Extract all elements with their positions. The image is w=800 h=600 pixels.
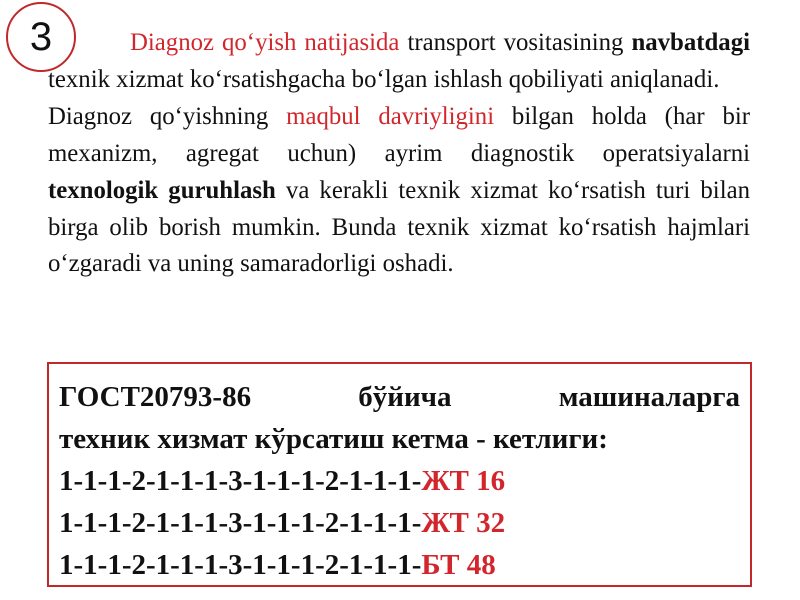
gost-sequence-row — [59, 544, 740, 586]
bold-next-word: navbatdagi — [631, 29, 750, 56]
gost-title-word2: бўйича — [358, 381, 452, 413]
gost-sequence-row — [59, 502, 740, 544]
slide-number: 3 — [29, 14, 53, 59]
highlight-optimal-periodicity: maqbul davriyligini — [286, 102, 495, 130]
gost-title-word3: машиналарга — [558, 381, 740, 413]
paragraph-diagnosis-periodicity — [48, 99, 750, 284]
paragraph2-text-c: va kerakli texnik xizmat ko‘rsatish turi bilan birga olib borish mumkin. Bunda texnik xizmat ko‘rsatish hajmlari o‘zgaradi va uning samaradorligi oshadi. — [48, 176, 750, 278]
paragraph1-text-a: transport vositasining — [399, 29, 632, 56]
sequence-numbers: 1-1-1-2-1-1-1-3-1-1-1-2-1-1-1- — [59, 549, 422, 581]
maintenance-type: ЖТ 32 — [421, 507, 506, 539]
highlight-diagnosis-result: Diagnoz qo‘yish natijasida — [130, 29, 400, 56]
paragraph2-text-a: Diagnoz qo‘yishning — [48, 102, 287, 130]
bold-technological-grouping: texnologik guruhlash — [48, 176, 276, 204]
gost-standard-code: ГОСТ20793-86 — [59, 381, 252, 413]
gost-sequence-row — [59, 460, 740, 502]
gost-title-line2: техник хизмат кўрсатиш кетма - кетлиги: — [59, 423, 608, 455]
sequence-numbers: 1-1-1-2-1-1-1-3-1-1-1-2-1-1-1- — [59, 465, 422, 497]
paragraph1-text-b: texnik xizmat ko‘rsatishgacha bo‘lgan ishlash qobiliyati aniqlanadi. — [48, 65, 720, 93]
paragraph2-text-b: bilgan holda (har bir mexanizm, agregat uchun) ayrim diagnostik operatsiyalarni — [48, 102, 750, 167]
maintenance-type: БТ 48 — [421, 549, 496, 581]
maintenance-type: ЖТ 16 — [421, 465, 506, 497]
body-text — [48, 25, 750, 283]
gost-title-line1 — [59, 376, 740, 418]
gost-sequence-box — [47, 362, 752, 587]
paragraph-diagnosis-result — [48, 25, 750, 99]
sequence-numbers: 1-1-1-2-1-1-1-3-1-1-1-2-1-1-1- — [59, 507, 422, 539]
